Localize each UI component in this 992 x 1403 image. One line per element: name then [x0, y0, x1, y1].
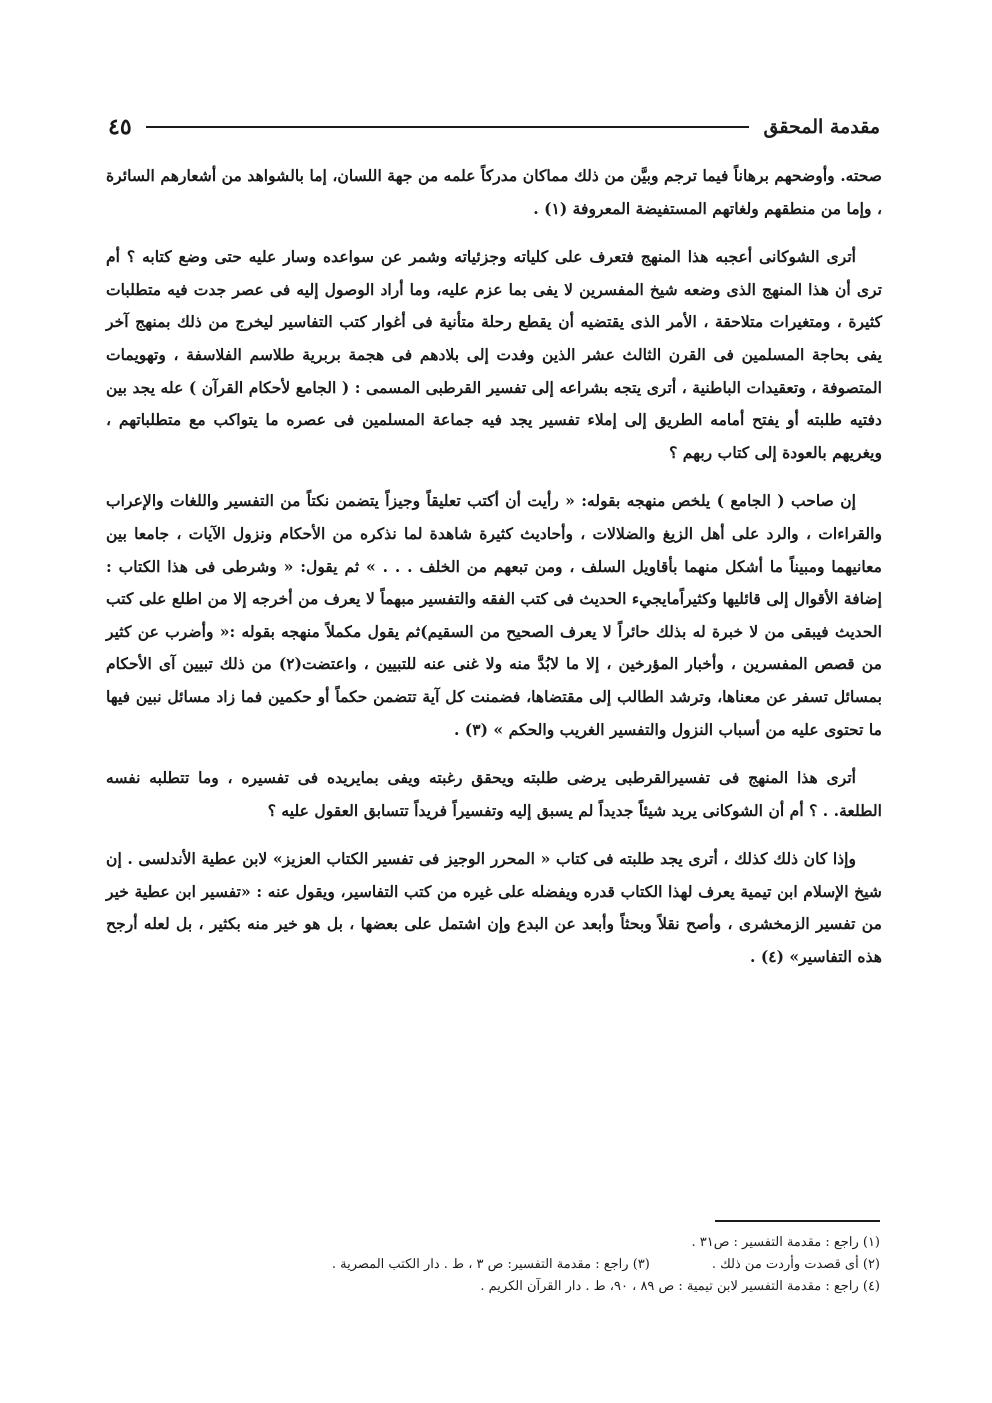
page-header [108, 112, 880, 142]
footnote-line-3 [110, 1276, 880, 1298]
footnote-4: (٤) راجع : مقدمة التفسير لابن تيمية : ص ٨٩ ، ٩٠، ط . دار القرآن الكريم . [480, 1279, 880, 1294]
footnotes [110, 1232, 880, 1298]
header-rule [146, 126, 750, 128]
running-title: مقدمة المحقق [763, 116, 880, 138]
paragraph-4: أترى هذا المنهج فى تفسيرالقرطبى يرضى طلبته ويحقق رغبته ويفى بمايريده فى تفسيره ، وما تتطلبه نفسه الطلعة. . ؟ أم أن الشوكانى يريد شيئاً جديداً لم يسبق إليه وتفسيراً فريداً تتسابق العقول عليه ؟ [106, 768, 882, 820]
footnote-1: (١) راجع : مقدمة التفسير : ص٣١ . [691, 1235, 880, 1250]
footnote-separator [715, 1220, 880, 1222]
main-text [106, 160, 882, 990]
paragraph-5: وإذا كان ذلك كذلك ، أترى يجد طلبته فى كتاب « المحرر الوجيز فى تفسير الكتاب العزيز» لابن عطية الأندلسى . إن شيخ الإسلام ابن تيمية يعرف لهذا الكتاب قدره ويفضله على غيره من كتب التفاسير، ويقول عنه : «تفسير ابن عطية خير من تفسير الزمخشرى ، وأصح نقلاً وبحثاً وأبعد عن البدع وإن اشتمل على بعضها ، بل هو خير منه بكثير ، بل لعله أرجح هذه التفاسير» (٤) . [106, 849, 882, 967]
page-number: ٤٥ [108, 114, 132, 140]
paragraph-2: أترى الشوكانى أعجبه هذا المنهج فتعرف على كلياته وجزئياته وشمر عن سواعده وسار عليه حتى وضع كتابه ؟ أم ترى أن هذا المنهج الذى وضعه شيخ المفسرين لا يفى بما عزم عليه، وما أراد الوصول إليه فى عصر جدت فيه متطلبات كثيرة ، ومتغيرات متلاحقة ، الأمر الذى يقتضيه أن يقطع رحلة متأنية فى أغوار كتب التفاسير ليخرج من ذلك بمنهج آخر يفى بحاجة المسلمين فى القرن الثالث عشر الذين وفدت إلى بلادهم فى هجمة بربرية طلاسم الفلاسفة ، وتهويمات المتصوفة ، وتعقيدات الباطنية ، أترى يتجه بشراعه إلى تفسير القرطبى المسمى : ( الجامع لأحكام القرآن ) عله يجد بين دفتيه طلبته أو يفتح أمامه الطريق إلى إملاء تفسير يجد فيه جماعة المسلمين فى عصره ما يتواكب مع متطلباتهم ، ويغريهم بالعودة إلى كتاب ربهم ؟ [106, 247, 882, 462]
footnote-2: (٢) أى قصدت وأردت من ذلك . [711, 1257, 880, 1272]
footnote-line-2 [110, 1254, 880, 1276]
footnote-3: (٣) راجع : مقدمة التفسير: ص ٣ ، ط . دار الكتب المصرية . [331, 1257, 650, 1272]
paragraph-3: إن صاحب ( الجامع ) يلخص منهجه بقوله: « رأيت أن أكتب تعليقاً وجيزاً يتضمن نكتاً من التفسير واللغات والإعراب والقراءات ، والرد على أهل الزيغ والضلالات ، وأحاديث كثيرة شاهدة لما نذكره من الأحكام ونزول الآيات ، جامعا بين معانيهما ومبيناً ما أشكل منهما بأقاويل السلف ، ومن تبعهم من الخلف . . . » ثم يقول: « وشرطى فى هذا الكتاب : إضافة الأقوال إلى قائليها وكثيراًمايجيء الحديث فى كتب الفقه والتفسير مبهماً لا يعرف من أخرجه إلا من اطلع على كتب الحديث فيبقى من لا خبرة له بذلك حائراً لا يعرف الصحيح من السقيم)ثم يقول مكملاً منهجه بقوله :« وأضرب عن كثير من قصص المفسرين ، وأخبار المؤرخين ، إلا ما لابُدَّ منه ولا غنى عنه للتبيين ، واعتضت(٢) من ذلك تبيين آى الأحكام بمسائل تسفر عن معناها، وترشد الطالب إلى مقتضاها، فضمنت كل آية تتضمن حكماً أو حكمين فما زاد مسائل نبين فيها ما تحتوى عليه من أسباب النزول والتفسير الغريب والحكم » (٣) . [106, 491, 882, 739]
footnote-line-1 [110, 1232, 880, 1254]
paragraph-1: صحته. وأوضحهم برهاناً فيما ترجم وبيَّن من ذلك مماكان مدركاً علمه من جهة اللسان، إما بالشواهد من أشعارهم السائرة ، وإما من منطقهم ولغاتهم المستفيضة المعروفة (١) . [106, 166, 882, 218]
